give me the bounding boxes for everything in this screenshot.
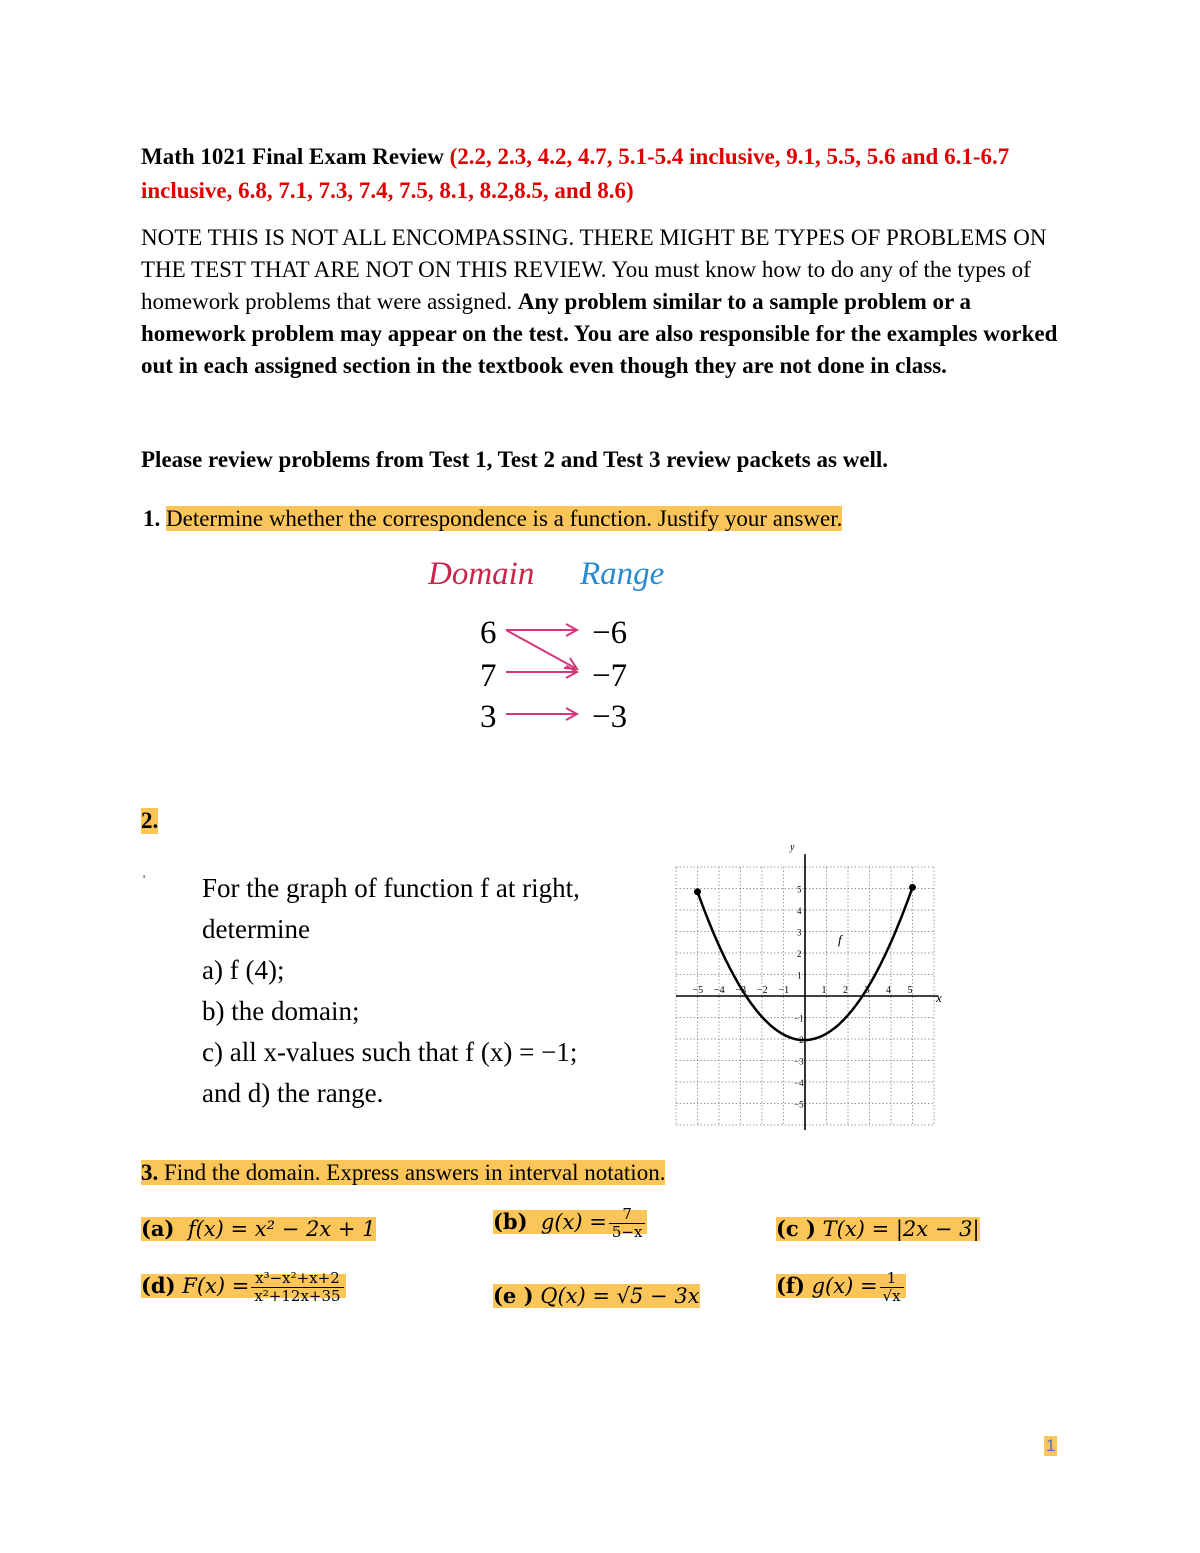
graph-tick-labels xyxy=(693,885,913,1110)
range-label: Range xyxy=(580,556,665,592)
part-a-label: (a) xyxy=(141,1216,175,1241)
part-d-lhs: F(x) = xyxy=(182,1274,250,1298)
page-number: 1 xyxy=(1046,1436,1056,1455)
range-value: −7 xyxy=(592,658,628,694)
stray-mark: ' xyxy=(143,872,146,886)
part-d-num: x³−x²+x+2 xyxy=(251,1270,343,1288)
note-bold: Any problem similar to a sample problem or a homework problem may appear on the test. You are also responsible for the examples worked out in each assigned section in the textbook even though they are not done in class. xyxy=(141,289,1058,378)
problem-3-number: 3. xyxy=(141,1160,159,1185)
y-tick-label: −3 xyxy=(794,1056,804,1067)
x-tick-label: −1 xyxy=(778,985,790,996)
part-c xyxy=(776,1216,980,1241)
domain-label: Domain xyxy=(428,556,535,592)
endpoint-right xyxy=(909,884,916,891)
part-a xyxy=(141,1216,376,1241)
problem-2-line: For the graph of function f at right, xyxy=(202,873,580,903)
x-tick-label: 5 xyxy=(907,985,913,996)
y-tick-label: 2 xyxy=(797,949,802,959)
part-e xyxy=(493,1283,700,1308)
title-text: Math 1021 Final Exam Review xyxy=(141,144,444,169)
part-f xyxy=(776,1270,906,1305)
note-plain: NOTE THIS IS NOT ALL ENCOMPASSING. THERE MIGHT BE TYPES OF PROBLEMS ON THE TEST THAT ARE NOT ON THIS REVIEW. You must know how to do any of the types of homework problems that were assigned. xyxy=(141,225,1047,314)
x-tick-label: −5 xyxy=(692,985,704,996)
problem-1-text: Determine whether the correspondence is a function. Justify your answer. xyxy=(166,506,843,531)
problem-2-line: a) f (4); xyxy=(202,955,285,985)
x-tick-label: −2 xyxy=(757,985,768,996)
problem-3-text: Find the domain. Express answers in interval notation. xyxy=(164,1160,666,1185)
domain-value: 7 xyxy=(480,658,497,694)
function-graph xyxy=(670,838,950,1130)
problem-3-text-wrap xyxy=(141,1160,665,1185)
part-c-expr: T(x) = |2x − 3| xyxy=(822,1217,980,1241)
note-paragraph xyxy=(141,222,1071,382)
part-f-lhs: g(x) = xyxy=(811,1274,878,1298)
domain-value: 6 xyxy=(480,615,497,651)
x-tick-label: 2 xyxy=(843,985,848,996)
problem-2-text xyxy=(202,868,642,1114)
problem-2-line: b) the domain; xyxy=(202,996,360,1026)
y-tick-label: 1 xyxy=(797,970,802,981)
y-tick-label: −4 xyxy=(794,1078,804,1088)
part-d xyxy=(141,1270,346,1305)
x-tick-label: 3 xyxy=(864,985,870,996)
problem-1-number: 1. xyxy=(143,506,161,531)
part-e-label: (e ) xyxy=(493,1283,534,1308)
curve-label: f xyxy=(838,932,842,947)
x-tick-label: 1 xyxy=(821,985,827,996)
part-d-den: x²+12x+35 xyxy=(254,1287,341,1305)
problem-2-line: c) all x-values such that f (x) = −1; xyxy=(202,1037,578,1067)
problem-2-line: and d) the range. xyxy=(202,1078,384,1108)
title-sections: (2.2, 2.3, 4.2, 4.7, 5.1-5.4 inclusive, 9.1, 5.5, 5.6 and 6.1-6.7 inclusive, 6.8, 7.1, 7.3, 7.4, 7.5, 8.1, 8.2,8.5, and 8.6) xyxy=(141,144,1010,203)
part-b xyxy=(493,1206,647,1241)
x-tick-label: 4 xyxy=(886,985,891,996)
y-tick-label: −1 xyxy=(794,1013,804,1024)
part-f-num: 1 xyxy=(880,1270,904,1288)
problem-2-number: 2. xyxy=(141,808,159,833)
domain-range-mapping xyxy=(420,550,690,740)
y-tick-label: −5 xyxy=(794,1099,804,1110)
problem-1-prompt xyxy=(143,506,842,532)
y-tick-label: −2 xyxy=(794,1035,804,1045)
x-tick-label: −4 xyxy=(714,985,725,996)
part-c-label: (c ) xyxy=(776,1216,816,1241)
part-b-lhs: g(x) = xyxy=(540,1210,607,1234)
problem-2-line: determine xyxy=(202,914,310,944)
y-axis-label: y xyxy=(790,842,795,853)
part-b-num: 7 xyxy=(609,1206,646,1224)
range-value: −6 xyxy=(592,615,628,651)
page-title xyxy=(141,140,1071,208)
mapping-arrows xyxy=(506,624,577,720)
endpoint-left xyxy=(694,888,701,895)
y-tick-label: 3 xyxy=(797,927,802,938)
x-tick-label: −3 xyxy=(735,985,747,996)
part-e-expr: Q(x) = √5 − 3x xyxy=(540,1284,700,1308)
problem-3-prompt xyxy=(141,1160,665,1186)
y-tick-label: 4 xyxy=(797,906,802,916)
part-b-label: (b) xyxy=(493,1209,528,1234)
range-value: −3 xyxy=(592,699,628,735)
part-d-label: (d) xyxy=(141,1273,176,1298)
part-f-label: (f) xyxy=(776,1273,805,1298)
part-f-den: √x xyxy=(882,1287,901,1305)
part-a-expr: f(x) = x² − 2x + 1 xyxy=(187,1217,376,1241)
review-line: Please review problems from Test 1, Test 2 and Test 3 review packets as well. xyxy=(141,447,889,472)
domain-value: 3 xyxy=(480,699,497,735)
y-tick-label: 5 xyxy=(797,884,802,895)
part-b-den: 5−x xyxy=(611,1223,643,1241)
x-axis-label: x xyxy=(936,990,942,1005)
